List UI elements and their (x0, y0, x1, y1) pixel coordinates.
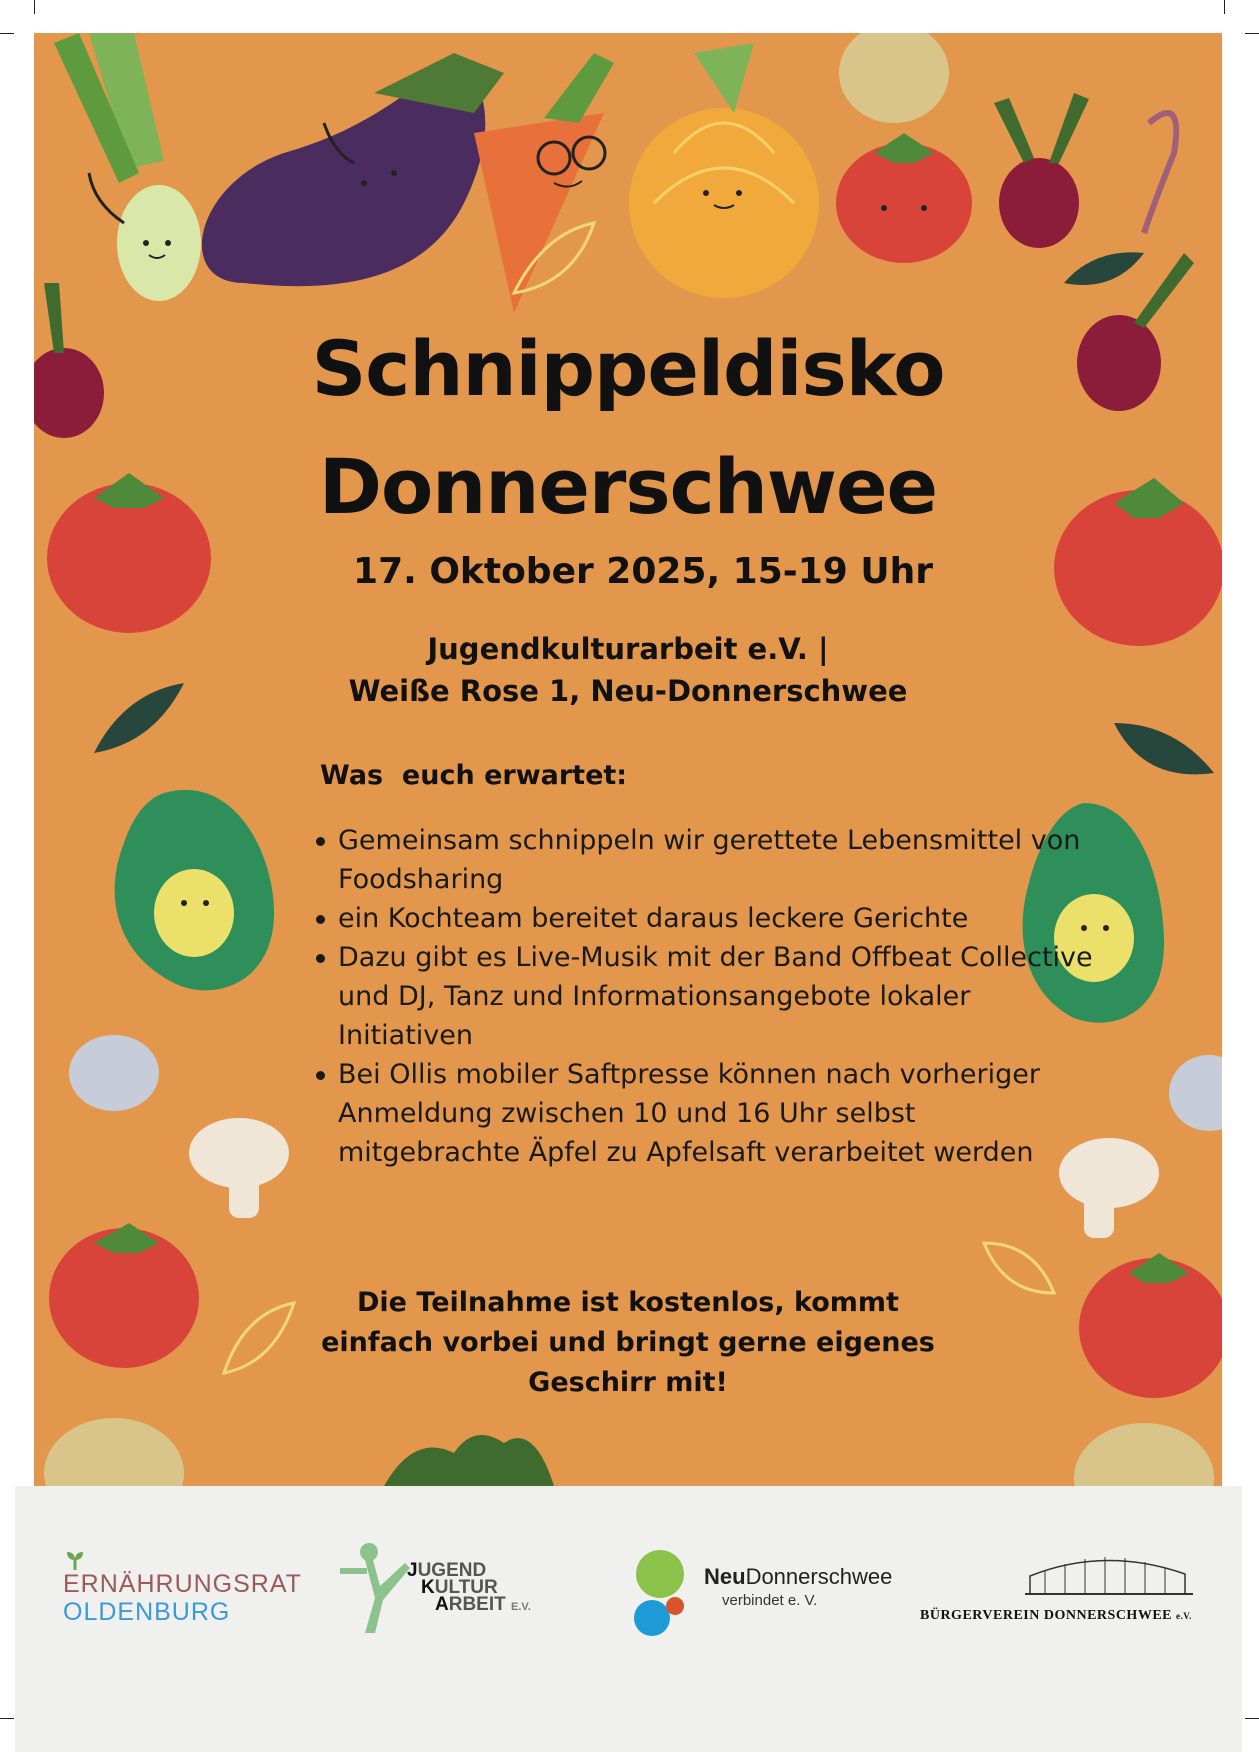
donnerschwee-label: Donnerschwee (745, 1564, 893, 1589)
buergerverein-suffix: e.V. (1176, 1611, 1192, 1621)
tomato-icon (836, 133, 972, 263)
neu-label: Neu (704, 1564, 746, 1589)
closing-line-3: Geschirr mit! (528, 1367, 728, 1398)
list-item: Gemeinsam schnippeln wir gerettete Lebensmittel von Foodsharing (338, 821, 1098, 899)
hall-building-icon (1025, 1546, 1195, 1596)
crop-mark (0, 33, 14, 34)
crop-mark (0, 1718, 14, 1719)
list-item: Bei Ollis mobiler Saftpresse können nach vorheriger Anmeldung zwischen 10 und 16 Uhr selbst mitgebrachte Äpfel zu Apfelsaft verarbeitet werden (338, 1055, 1098, 1172)
bubbles-icon (630, 1546, 710, 1641)
dancer-icon (335, 1538, 415, 1638)
jka-line-1: JUGEND (407, 1560, 487, 1581)
eggplant-icon (202, 53, 504, 286)
jugendkulturarbeit-logo (335, 1538, 565, 1638)
vegetable-illustrations (34, 33, 1222, 1486)
ernaehrungsrat-line-2: OLDENBURG (63, 1598, 231, 1626)
ernaehrungsrat-line-1: ERNÄHRUNGSRAT (63, 1570, 302, 1598)
program-list (310, 821, 1098, 1172)
title-line-1: Schnippeldisko (311, 324, 945, 413)
jka-part-2: ULTUR (434, 1577, 498, 1598)
title-line-2: Donnerschwee (318, 442, 938, 531)
crop-mark (1245, 1718, 1259, 1719)
leaf-icon (1064, 252, 1144, 285)
program-heading: Was euch erwartet: (320, 760, 628, 791)
neudonnerschwee-name (704, 1564, 892, 1590)
list-item: Dazu gibt es Live-Musik mit der Band Offbeat Collective und DJ, Tanz und Informationsangebote lokaler Initiativen (338, 938, 1098, 1055)
buergerverein-name (920, 1608, 1192, 1624)
sponsor-footer (15, 1486, 1242, 1752)
jka-line-3: ARBEIT E.V. (435, 1594, 531, 1615)
treble-clef-icon (1144, 113, 1176, 233)
crop-mark (1245, 33, 1259, 34)
venue-line-2: Weiße Rose 1, Neu-Donnerschwee (348, 674, 908, 708)
buergerverein-label: BÜRGERVEREIN DONNERSCHWEE (920, 1608, 1172, 1623)
venue-line-1: Jugendkulturarbeit e.V. | (427, 632, 829, 666)
greens-icon (384, 1435, 554, 1486)
sprout-icon (65, 1552, 85, 1570)
event-venue (34, 628, 1222, 712)
garlic-icon (69, 1035, 159, 1111)
potato-icon (44, 1418, 184, 1486)
carrot-icon (474, 53, 614, 313)
event-poster (34, 33, 1222, 1486)
jka-part-3: RBEIT (448, 1594, 506, 1615)
jka-suffix: E.V. (511, 1601, 531, 1613)
closing-line-2: einfach vorbei und bringt gerne eigenes (321, 1327, 935, 1358)
jka-wordmark (407, 1562, 531, 1616)
buergerverein-logo (885, 1546, 1205, 1636)
leek-icon (54, 33, 201, 301)
crop-mark (34, 0, 35, 14)
potato-icon (839, 33, 949, 123)
event-date-time: 17. Oktober 2025, 15-19 Uhr (353, 551, 933, 592)
closing-note (34, 1283, 1222, 1403)
crop-mark (1224, 0, 1225, 14)
garlic-icon (1169, 1055, 1222, 1131)
closing-line-1: Die Teilnahme ist kostenlos, kommt (357, 1287, 899, 1318)
potato-icon (1074, 1423, 1214, 1486)
neudonnerschwee-logo (630, 1546, 893, 1641)
beet-icon (994, 93, 1089, 248)
mushroom-icon (189, 1118, 289, 1218)
neudonnerschwee-tagline: verbindet e. V. (722, 1592, 818, 1609)
jka-part-1: UGEND (417, 1560, 487, 1581)
event-title (34, 310, 1222, 546)
list-item: ein Kochteam bereitet daraus leckere Gerichte (338, 899, 1098, 938)
onion-icon (629, 43, 819, 298)
leaf-icon (1114, 723, 1214, 774)
ernaehrungsrat-logo (63, 1552, 303, 1626)
avocado-icon (115, 790, 274, 990)
jka-line-2: KULTUR (421, 1577, 498, 1598)
